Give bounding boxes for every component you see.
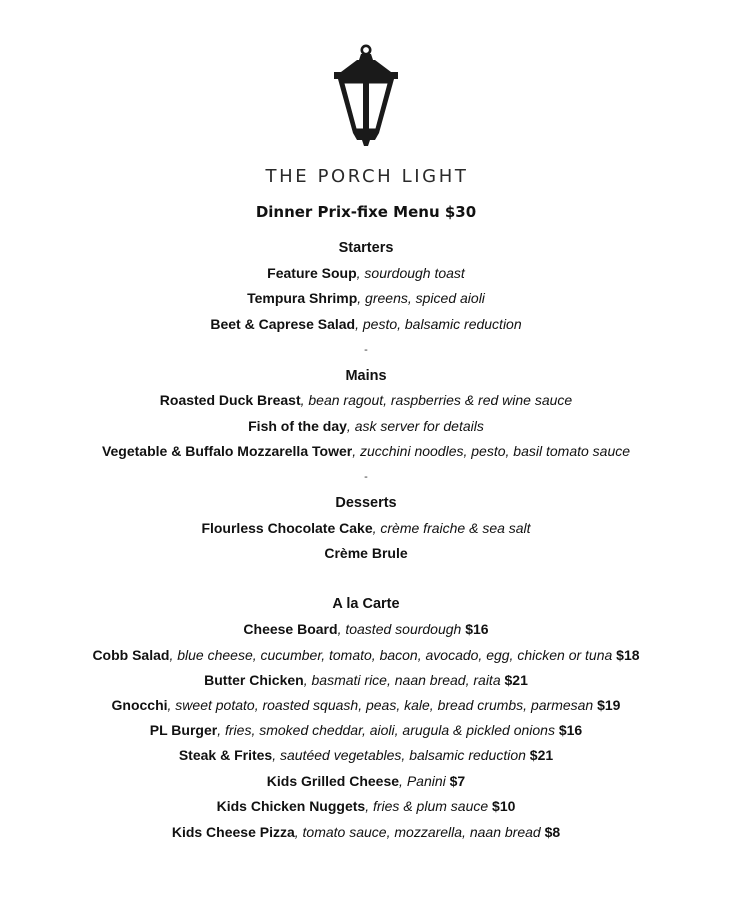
menu-item — [0, 288, 732, 308]
item-name: Fish of the day — [248, 418, 347, 434]
section-heading-mains: Mains — [345, 368, 387, 384]
item-name: PL Burger — [149, 722, 218, 738]
item-name: Kids Grilled Cheese — [266, 773, 400, 789]
item-name: Kids Cheese Pizza — [171, 824, 295, 840]
item-name: Cobb Salad — [92, 647, 170, 663]
item-description: , basmati rice, naan bread, raita — [303, 672, 501, 688]
item-price: $21 — [525, 747, 554, 763]
menu-item — [0, 543, 732, 563]
item-name: Gnocchi — [111, 697, 168, 713]
item-price: $18 — [612, 647, 640, 663]
lantern-icon — [331, 44, 401, 150]
item-description: , crème fraiche & sea salt — [372, 520, 531, 536]
menu-item — [0, 314, 732, 334]
item-price: $16 — [554, 722, 583, 738]
menu-item — [0, 822, 732, 842]
item-description: , pesto, balsamic reduction — [355, 316, 522, 332]
menu-item — [0, 771, 732, 791]
section-heading-desserts: Desserts — [335, 495, 397, 511]
item-price: $19 — [593, 697, 621, 713]
item-description: , sautéed vegetables, balsamic reduction — [272, 747, 526, 763]
item-price: $21 — [500, 672, 528, 688]
menu-item — [0, 441, 732, 461]
menu-item — [0, 695, 732, 715]
item-name: Cheese Board — [243, 621, 338, 637]
item-price: $7 — [445, 773, 466, 789]
item-price: $16 — [461, 621, 489, 637]
item-name: Vegetable & Buffalo Mozzarella Tower — [101, 443, 353, 459]
menu-item — [0, 645, 732, 665]
item-description: , sourdough toast — [356, 265, 465, 281]
menu-item — [0, 745, 732, 765]
item-name: Crème Brule — [324, 545, 408, 561]
item-description: , greens, spiced aioli — [357, 290, 485, 306]
section-heading-a-la-carte: A la Carte — [332, 596, 400, 612]
item-name: Beet & Caprese Salad — [210, 316, 356, 332]
item-name: Steak & Frites — [178, 747, 273, 763]
item-price: $10 — [488, 798, 516, 814]
item-description: , Panini — [399, 773, 446, 789]
item-description: , zucchini noodles, pesto, basil tomato sauce — [352, 443, 631, 459]
item-name: Butter Chicken — [204, 672, 304, 688]
item-name: Flourless Chocolate Cake — [201, 520, 373, 536]
item-description: , fries & plum sauce — [365, 798, 489, 814]
menu-item — [0, 619, 732, 639]
item-description: , sweet potato, roasted squash, peas, kale, bread crumbs, parmesan — [167, 697, 594, 713]
section-separator: - — [364, 344, 368, 356]
item-description: , toasted sourdough — [337, 621, 462, 637]
item-description: , bean ragout, raspberries & red wine sauce — [300, 392, 573, 408]
menu-item — [0, 518, 732, 538]
menu-item — [0, 796, 732, 816]
item-price: $8 — [540, 824, 561, 840]
item-description: , tomato sauce, mozzarella, naan bread — [294, 824, 541, 840]
item-name: Tempura Shrimp — [247, 290, 358, 306]
menu-title: Dinner Prix-fixe Menu $30 — [255, 203, 477, 221]
item-description: , fries, smoked cheddar, aioli, arugula & pickled onions — [217, 722, 555, 738]
menu-item — [0, 720, 732, 740]
item-name: Roasted Duck Breast — [159, 392, 301, 408]
item-name: Kids Chicken Nuggets — [216, 798, 366, 814]
section-separator: - — [364, 471, 368, 483]
menu-item — [0, 670, 732, 690]
menu-item — [0, 390, 732, 410]
menu-item — [0, 263, 732, 283]
item-description: , blue cheese, cucumber, tomato, bacon, avocado, egg, chicken or tuna — [169, 647, 613, 663]
section-heading-starters: Starters — [338, 240, 394, 256]
brand-name: THE PORCH LIGHT — [265, 166, 469, 187]
menu-item — [0, 416, 732, 436]
item-description: , ask server for details — [346, 418, 484, 434]
item-name: Feature Soup — [267, 265, 357, 281]
